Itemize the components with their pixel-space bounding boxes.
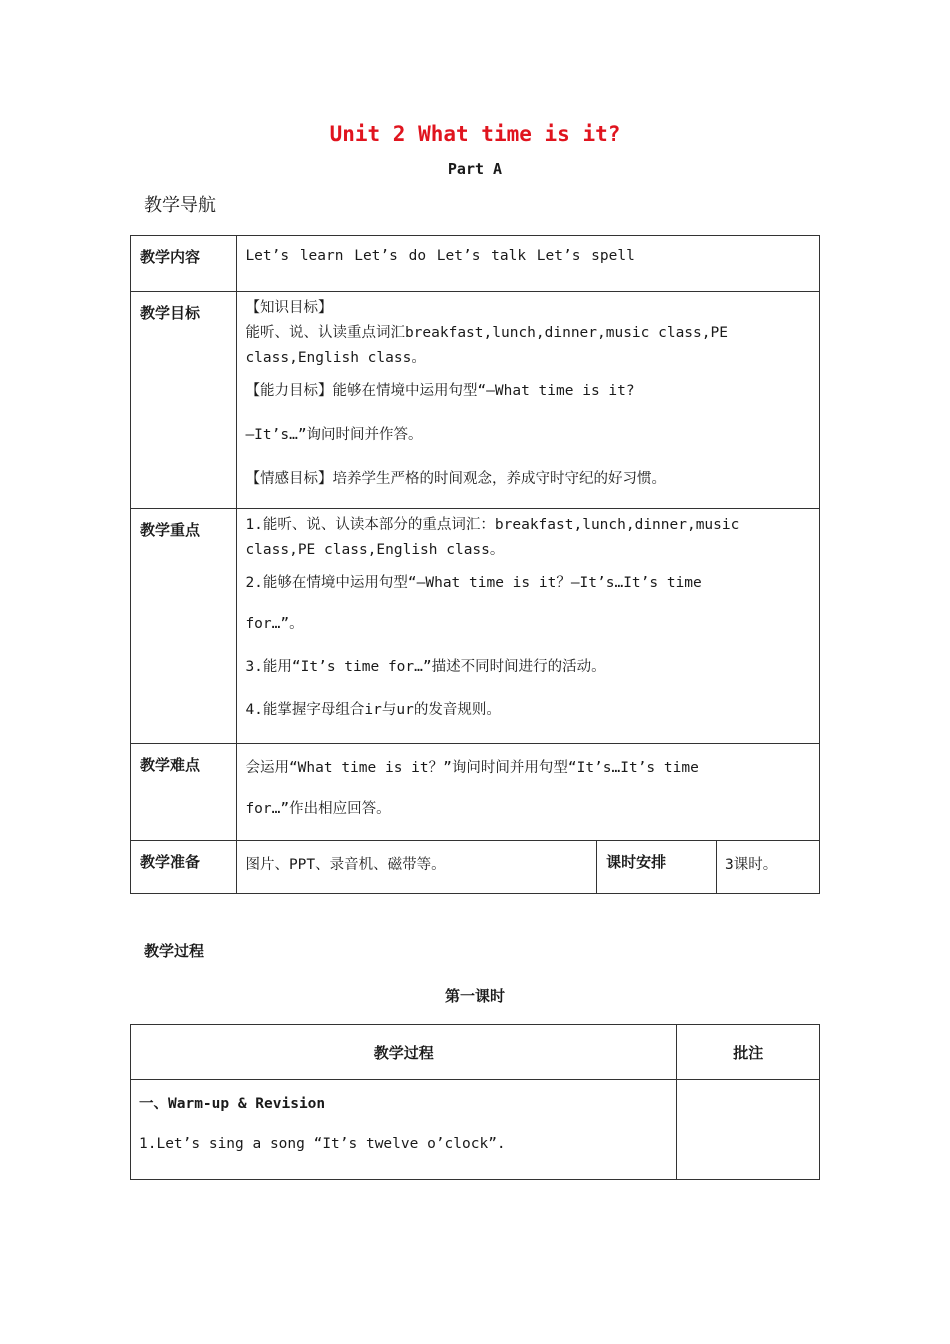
goals-line: —It’s…”询问时间并作答。 [245, 427, 423, 443]
document-subtitle: Part A [447, 160, 503, 178]
column-header-process: 教学过程 [131, 1025, 677, 1080]
teaching-process-table [130, 1024, 820, 1180]
goals-cell [237, 292, 820, 509]
schedule-text: 3课时。 [717, 841, 820, 894]
section-heading-process: 教学过程 [144, 942, 205, 960]
goals-line: 【知识目标】 [245, 300, 333, 316]
key-point-line: 4.能掌握字母组合ir与ur的发音规则。 [245, 702, 501, 718]
difficult-point-line: for…”作出相应回答。 [245, 801, 391, 817]
preparation-text: 图片、PPT、录音机、磁带等。 [237, 841, 597, 894]
content-label: 教学内容 [131, 236, 237, 292]
lesson-heading: 第一课时 [444, 987, 505, 1005]
key-point-line: class,PE class,English class。 [245, 542, 505, 558]
key-point-line: for…”。 [245, 616, 304, 632]
step-section-title: 一、Warm-up & Revision [139, 1096, 326, 1112]
section-heading-guide: 教学导航 [144, 195, 216, 216]
preparation-label: 教学准备 [131, 841, 237, 894]
schedule-label: 课时安排 [597, 841, 717, 894]
key-point-line: 1.能听、说、认读本部分的重点词汇：breakfast,lunch,dinner,music [245, 517, 740, 533]
difficult-points-label: 教学难点 [131, 744, 237, 841]
process-step-cell [131, 1080, 677, 1180]
document-title: Unit 2 What time is it? [329, 122, 621, 146]
goals-line: 【能力目标】能够在情境中运用句型“—What time is it? [245, 383, 635, 399]
goals-line: 【情感目标】培养学生严格的时间观念，养成守时守纪的好习惯。 [245, 471, 666, 487]
difficult-point-line: 会运用“What time is it？”询问时间并用句型“It’s…It’s time [245, 760, 699, 776]
content-text: Let’s learn Let’s do Let’s talk Let’s spell [237, 236, 820, 292]
goals-line: 能听、说、认读重点词汇breakfast,lunch,dinner,music class,PE [245, 325, 728, 341]
column-header-notes: 批注 [677, 1025, 820, 1080]
key-points-label: 教学重点 [131, 509, 237, 744]
notes-cell [677, 1080, 820, 1180]
teaching-guide-table [130, 235, 820, 894]
key-points-cell [237, 509, 820, 744]
key-point-line: 3.能用“It’s time for…”描述不同时间进行的活动。 [245, 659, 606, 675]
goals-line: class,English class。 [245, 350, 426, 366]
key-point-line: 2.能够在情境中运用句型“—What time is it？—It’s…It’s time [245, 575, 702, 591]
difficult-points-cell [237, 744, 820, 841]
step-item: 1.Let’s sing a song “It’s twelve o’clock”. [139, 1136, 506, 1152]
goals-label: 教学目标 [131, 292, 237, 509]
